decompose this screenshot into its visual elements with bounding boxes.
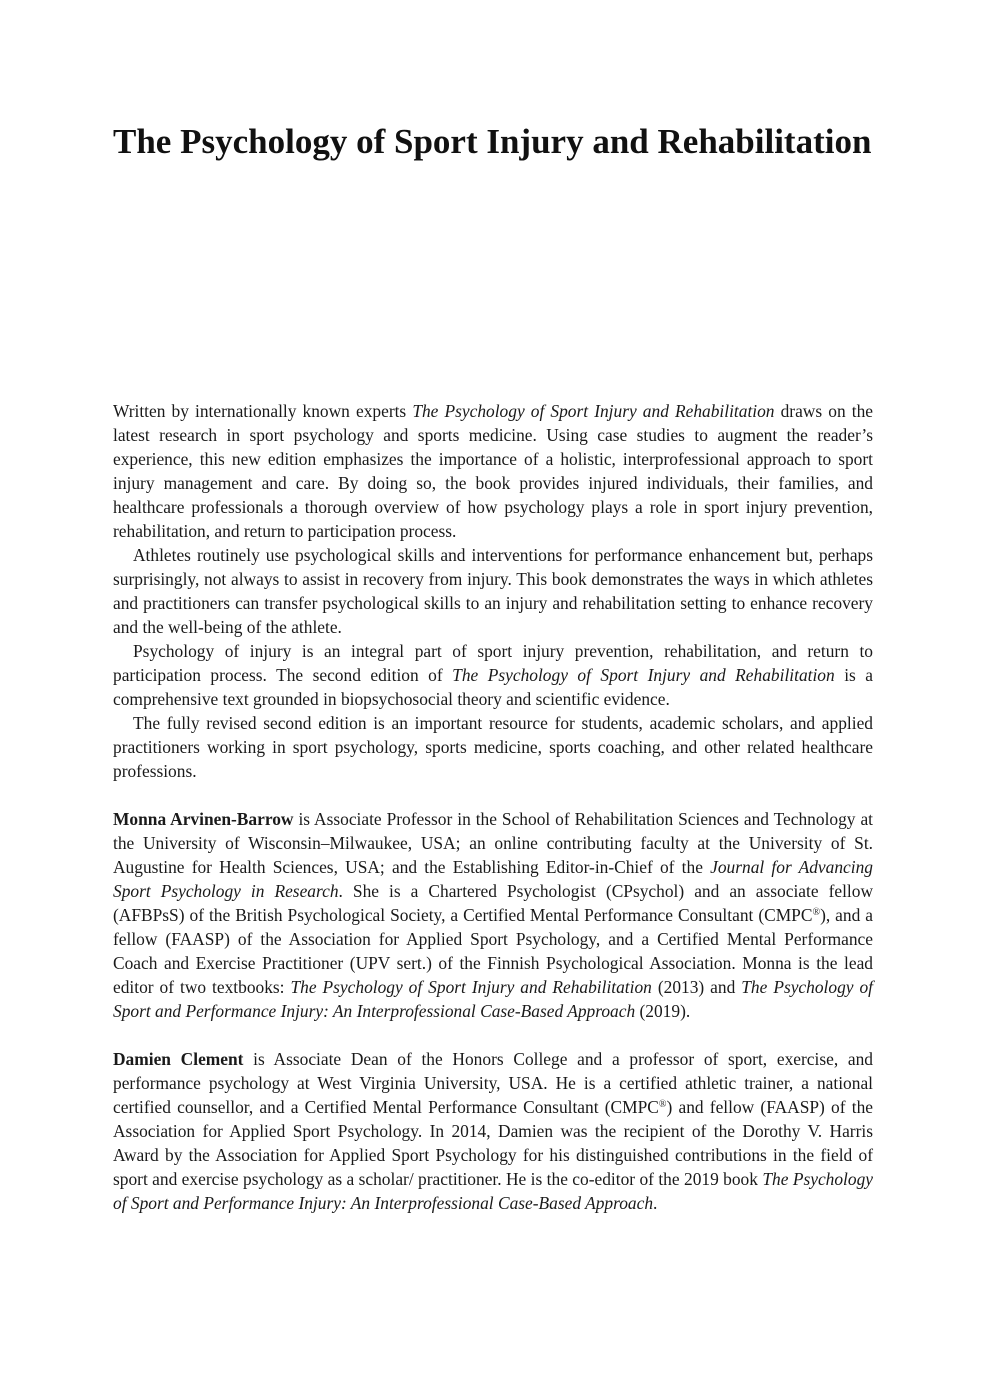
text-run: is a comprehensive text grounded in biopsychosocial theory and scientific evidence.: [113, 665, 874, 709]
text-run: ) and fellow (FAASP) of the Association for Applied Sport Psychology. In 2014, Damien was the recipient of the Dorothy V. Harris Award by the Association for Applied Sport Psychology for his distinguished contributions in the field of sport and exercise psychology as a scholar/ practitioner. He is the co-editor of the 2019 book: [113, 1097, 873, 1189]
text-run: .: [653, 1193, 658, 1213]
book-description: [113, 399, 873, 1215]
author-bio-1: [113, 807, 873, 1023]
registered-mark: ®: [658, 1099, 667, 1110]
journal-title-italic: Journal for Advancing Sport Psychology in Research: [113, 857, 873, 901]
author-name: Monna Arvinen-Barrow: [113, 809, 294, 829]
text-run: ), and a fellow (FAASP) of the Association for Applied Sport Psychology, and a Certified Mental Performance Coach and Exercise Practitioner (UPV sert.) of the Finnish Psychological Association. Monna is the lead editor of two textbooks:: [113, 905, 873, 997]
text-run: (2013) and: [651, 977, 742, 997]
book-title-italic: The Psychology of Sport Injury and Rehabilitation: [452, 665, 835, 685]
text-run: . She is a Chartered Psychologist (CPsychol) and an associate fellow (AFBPsS) of the British Psychological Society, a Certified Mental Performance Consultant (CMPC: [113, 881, 873, 925]
description-paragraph-1: [113, 399, 873, 543]
description-paragraph-2: Athletes routinely use psychological skills and interventions for performance enhancement but, perhaps surprisingly, not always to assist in recovery from injury. This book demonstrates the ways in which athletes and practitioners can transfer psychological skills to an injury and rehabilitation setting to enhance recovery and the well-being of the athlete.: [113, 545, 873, 637]
text-run: is Associate Professor in the School of Rehabilitation Sciences and Technology at the University of Wisconsin–Milwaukee, USA; an online contributing faculty at the University of St. Augustine for Health Sciences, USA; and the Establishing Editor-in-Chief of the: [113, 809, 873, 877]
book-title-italic: The Psychology of Sport Injury and Rehabilitation: [290, 977, 652, 997]
description-paragraph-3: [113, 639, 873, 711]
book-title-italic: The Psychology of Sport Injury and Rehabilitation: [412, 401, 775, 421]
registered-mark: ®: [812, 907, 821, 918]
text-run: draws on the latest research in sport psychology and sports medicine. Using case studies to augment the reader’s experience, this new edition emphasizes the importance of a holistic, interprofessional approach to sport injury management and care. By doing so, the book provides injured individuals, their families, and healthcare professionals a thorough overview of how psychology plays a role in sport injury prevention, rehabilitation, and return to participation process.: [113, 401, 873, 541]
author-bio-2: [113, 1047, 873, 1215]
text-run: Psychology of injury is an integral part of sport injury prevention, rehabilitation, and return to participation process. The second edition of: [113, 641, 873, 685]
text-run: Written by internationally known experts: [113, 401, 413, 421]
text-run: is Associate Dean of the Honors College and a professor of sport, exercise, and performance psychology at West Virginia University, USA. He is a certified athletic trainer, a national certified counsellor, and a Certified Mental Performance Consultant (CMPC: [113, 1049, 873, 1117]
book-title-italic: The Psychology of Sport and Performance Injury: An Interprofessional Case-Based Approach: [113, 1169, 874, 1213]
author-name: Damien Clement: [113, 1049, 244, 1069]
book-title-italic: The Psychology of Sport and Performance Injury: An Interprofessional Case-Based Approach: [113, 977, 873, 1021]
text-run: (2019).: [635, 1001, 691, 1021]
book-title: The Psychology of Sport Injury and Rehabilitation: [113, 122, 872, 161]
description-paragraph-4: The fully revised second edition is an important resource for students, academic scholars, and applied practitioners working in sport psychology, sports medicine, sports coaching, and other related healthcare professions.: [113, 713, 873, 781]
